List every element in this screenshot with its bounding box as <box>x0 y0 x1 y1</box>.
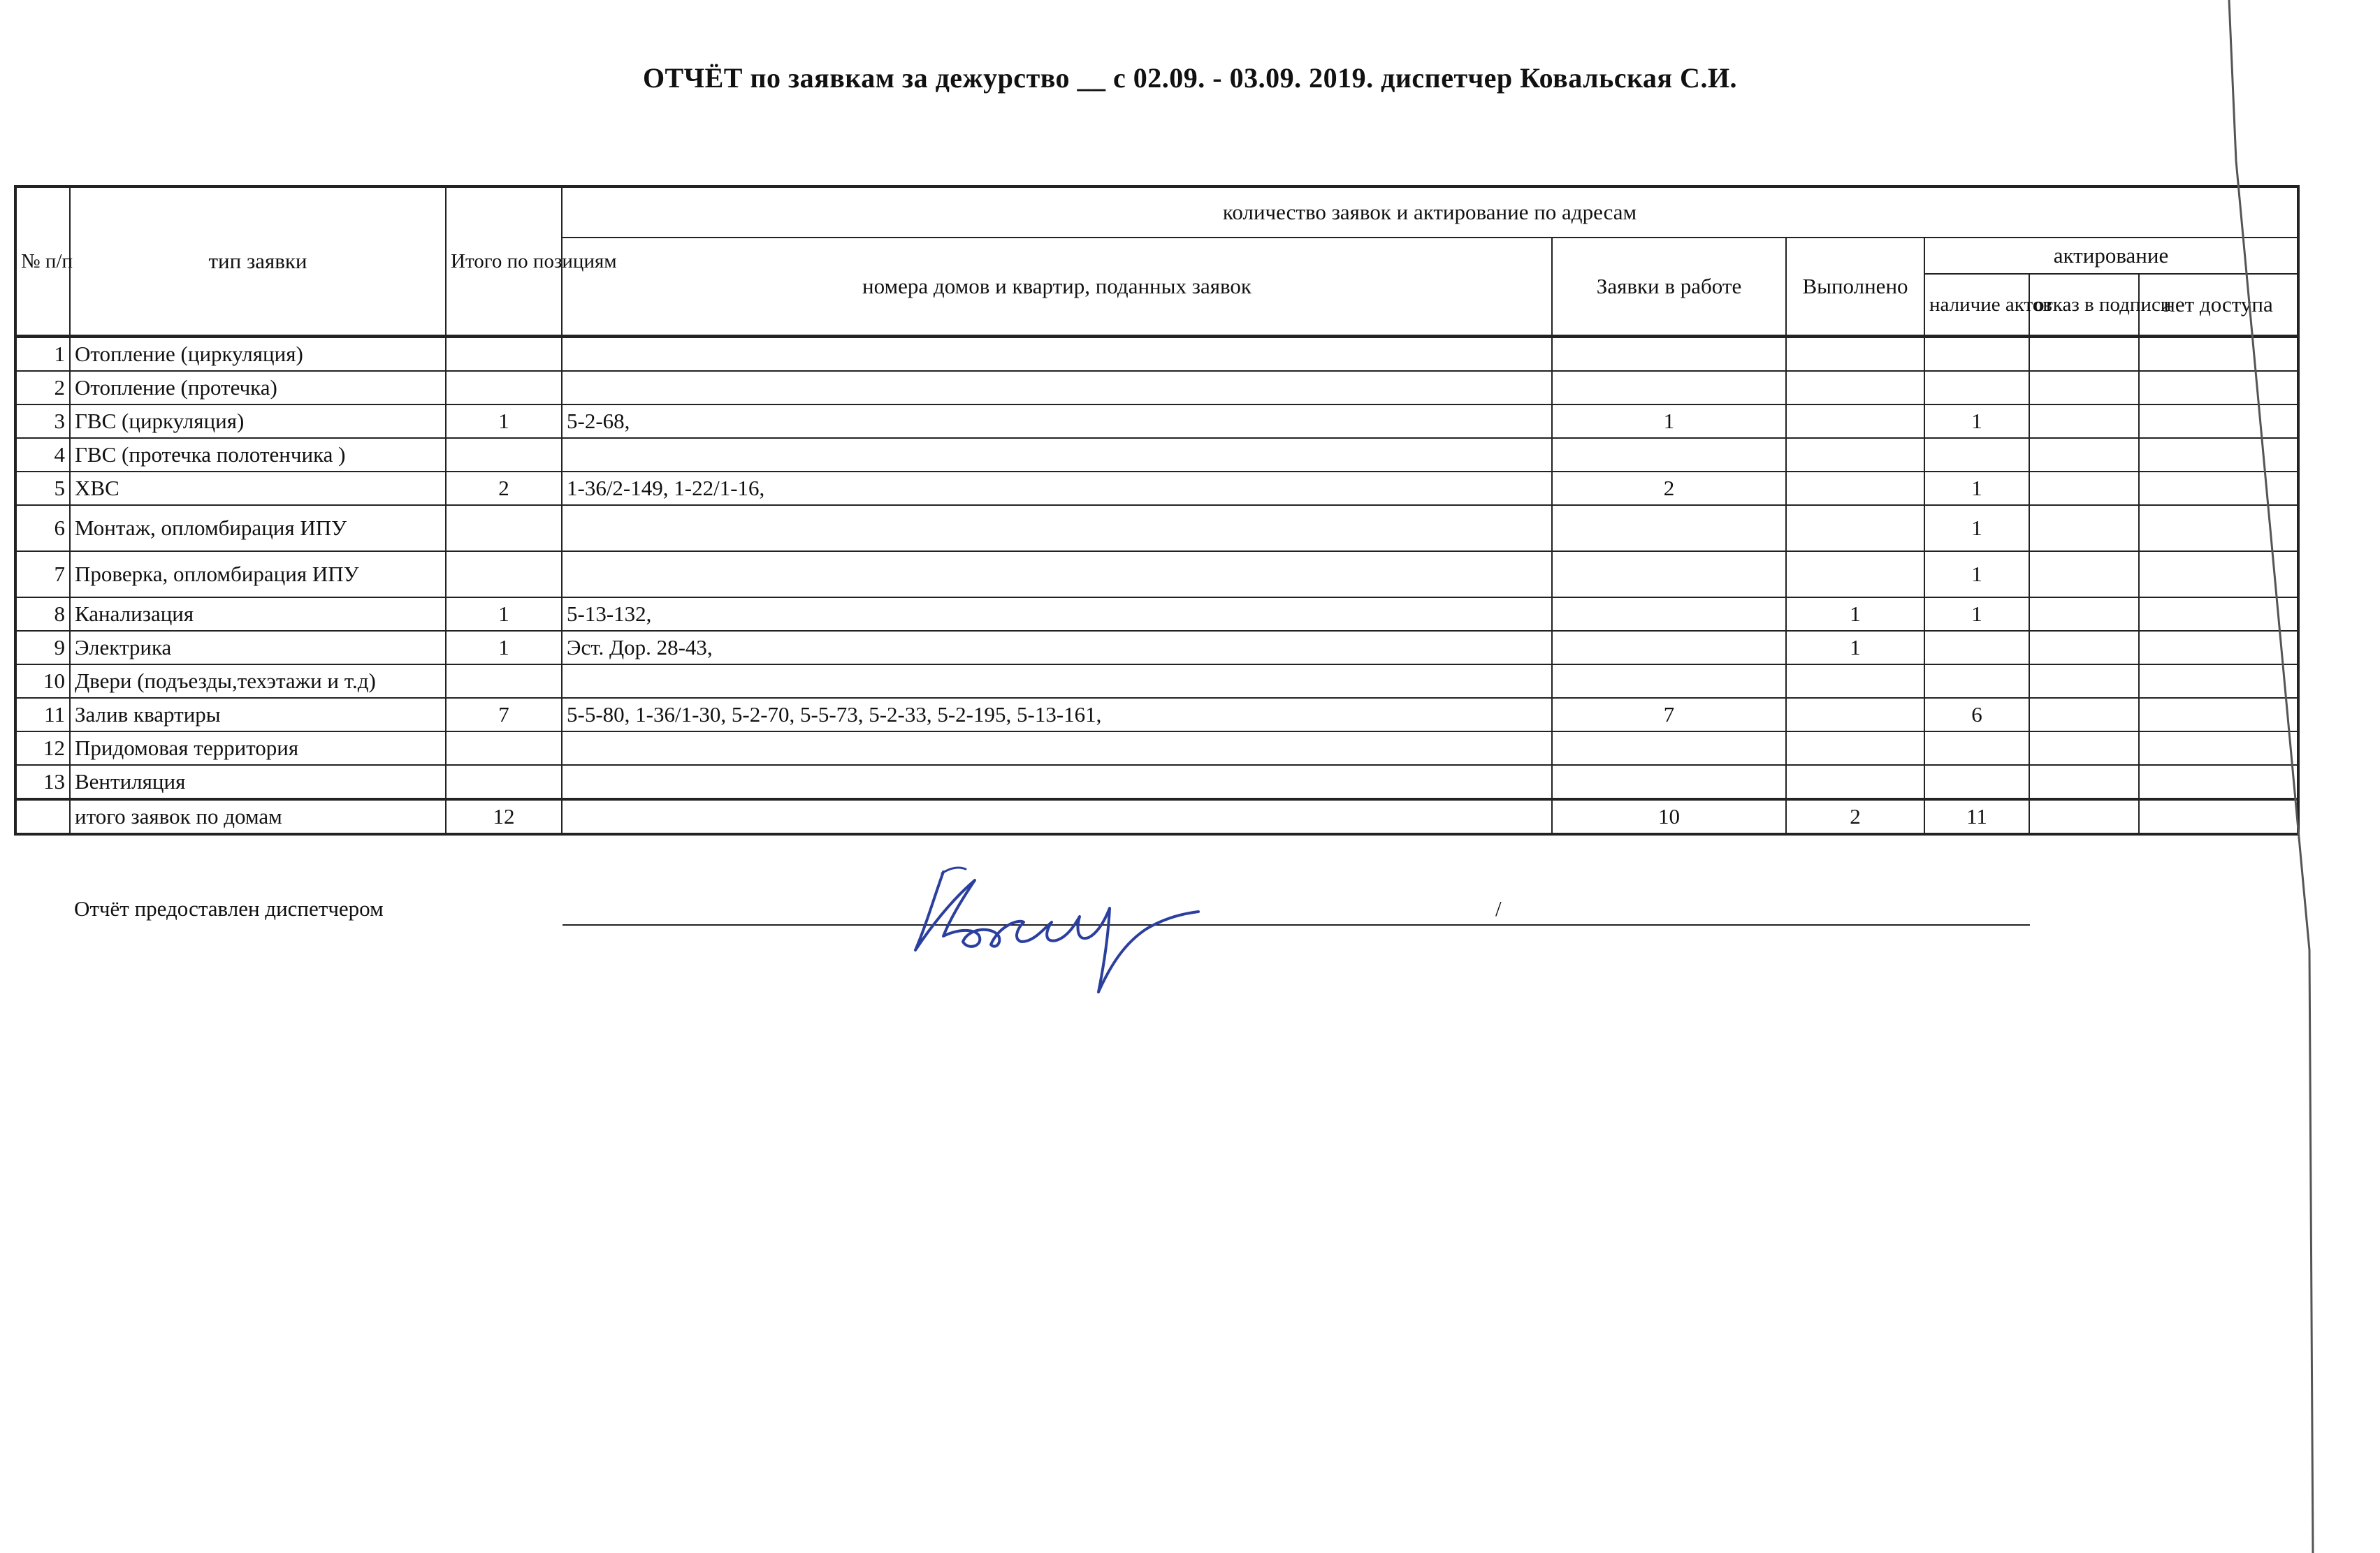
totals-addresses <box>562 799 1552 834</box>
totals-row <box>15 799 2298 834</box>
row-refusal <box>2029 438 2139 472</box>
row-in-work <box>1552 765 1786 799</box>
header-refusal: отказ в подписи <box>2029 274 2139 337</box>
row-num: 1 <box>15 337 70 372</box>
row-refusal <box>2029 765 2139 799</box>
totals-in-work: 10 <box>1552 799 1786 834</box>
totals-label: итого заявок по домам <box>70 799 446 834</box>
row-total <box>446 765 562 799</box>
row-acts: 1 <box>1924 404 2029 438</box>
row-in-work: 2 <box>1552 472 1786 505</box>
table-row <box>15 698 2298 731</box>
table-row <box>15 765 2298 799</box>
row-in-work: 7 <box>1552 698 1786 731</box>
row-type: ГВС (протечка полотенчика ) <box>70 438 446 472</box>
row-addresses <box>562 505 1552 551</box>
header-no-access: нет доступа <box>2139 274 2298 337</box>
row-type: Залив квартиры <box>70 698 446 731</box>
row-addresses <box>562 337 1552 372</box>
row-num: 6 <box>15 505 70 551</box>
row-acts <box>1924 765 2029 799</box>
row-total <box>446 505 562 551</box>
row-no-access <box>2139 731 2298 765</box>
row-total <box>446 438 562 472</box>
row-addresses: 5-2-68, <box>562 404 1552 438</box>
row-done: 1 <box>1786 631 1924 664</box>
row-in-work <box>1552 337 1786 372</box>
row-type: Проверка, опломбирация ИПУ <box>70 551 446 597</box>
row-type: Канализация <box>70 597 446 631</box>
row-addresses <box>562 731 1552 765</box>
row-refusal <box>2029 371 2139 404</box>
row-num: 11 <box>15 698 70 731</box>
row-no-access <box>2139 404 2298 438</box>
signature-line <box>563 924 2030 926</box>
row-no-access <box>2139 631 2298 664</box>
row-refusal <box>2029 731 2139 765</box>
table-row <box>15 505 2298 551</box>
row-total: 1 <box>446 631 562 664</box>
table-row <box>15 371 2298 404</box>
row-total <box>446 551 562 597</box>
row-no-access <box>2139 698 2298 731</box>
row-addresses <box>562 371 1552 404</box>
row-no-access <box>2139 551 2298 597</box>
row-num: 7 <box>15 551 70 597</box>
header-acting: актирование <box>1924 238 2298 274</box>
row-acts <box>1924 438 2029 472</box>
row-total: 1 <box>446 404 562 438</box>
row-type: Электрика <box>70 631 446 664</box>
header-addresses: номера домов и квартир, поданных заявок <box>562 238 1552 337</box>
row-done: 1 <box>1786 597 1924 631</box>
row-no-access <box>2139 337 2298 372</box>
row-num: 12 <box>15 731 70 765</box>
row-num: 2 <box>15 371 70 404</box>
row-refusal <box>2029 551 2139 597</box>
table-row <box>15 664 2298 698</box>
row-no-access <box>2139 505 2298 551</box>
totals-num <box>15 799 70 834</box>
header-done: Выполнено <box>1786 238 1924 337</box>
row-type: Отопление (протечка) <box>70 371 446 404</box>
table-row <box>15 438 2298 472</box>
table-header <box>15 187 2298 337</box>
row-num: 5 <box>15 472 70 505</box>
row-done <box>1786 731 1924 765</box>
row-no-access <box>2139 472 2298 505</box>
table-row <box>15 731 2298 765</box>
row-num: 9 <box>15 631 70 664</box>
row-acts: 1 <box>1924 472 2029 505</box>
row-no-access <box>2139 765 2298 799</box>
row-num: 10 <box>15 664 70 698</box>
row-acts <box>1924 631 2029 664</box>
row-num: 13 <box>15 765 70 799</box>
row-type: Вентиляция <box>70 765 446 799</box>
row-refusal <box>2029 505 2139 551</box>
row-in-work <box>1552 505 1786 551</box>
totals-acts: 11 <box>1924 799 2029 834</box>
row-in-work <box>1552 551 1786 597</box>
row-total <box>446 371 562 404</box>
row-done <box>1786 551 1924 597</box>
row-in-work: 1 <box>1552 404 1786 438</box>
row-acts <box>1924 731 2029 765</box>
row-refusal <box>2029 631 2139 664</box>
row-done <box>1786 438 1924 472</box>
row-total <box>446 664 562 698</box>
totals-refusal <box>2029 799 2139 834</box>
row-done <box>1786 371 1924 404</box>
table-row <box>15 472 2298 505</box>
row-in-work <box>1552 597 1786 631</box>
report-title: ОТЧЁТ по заявкам за дежурство __ с 02.09. - 03.09. 2019. диспетчер Ковальская С.И. <box>642 62 1738 94</box>
row-no-access <box>2139 371 2298 404</box>
row-refusal <box>2029 472 2139 505</box>
row-num: 8 <box>15 597 70 631</box>
row-type: Двери (подъезды,техэтажи и т.д) <box>70 664 446 698</box>
row-done <box>1786 472 1924 505</box>
row-total: 1 <box>446 597 562 631</box>
row-num: 4 <box>15 438 70 472</box>
signature-slash: / <box>1495 896 1502 921</box>
header-num: № п/п <box>15 187 70 337</box>
row-in-work <box>1552 438 1786 472</box>
row-addresses <box>562 438 1552 472</box>
row-addresses <box>562 551 1552 597</box>
row-addresses: Эст. Дор. 28-43, <box>562 631 1552 664</box>
table-row <box>15 631 2298 664</box>
row-addresses: 5-13-132, <box>562 597 1552 631</box>
totals-total: 12 <box>446 799 562 834</box>
row-type: Отопление (циркуляция) <box>70 337 446 372</box>
header-total: Итого по позициям <box>446 187 562 337</box>
row-addresses <box>562 664 1552 698</box>
row-refusal <box>2029 597 2139 631</box>
row-acts <box>1924 337 2029 372</box>
row-acts <box>1924 664 2029 698</box>
row-no-access <box>2139 438 2298 472</box>
footer-label: Отчёт предоставлен диспетчером <box>74 896 384 921</box>
header-type: тип заявки <box>70 187 446 337</box>
row-type: Монтаж, опломбирация ИПУ <box>70 505 446 551</box>
header-in-work: Заявки в работе <box>1552 238 1786 337</box>
header-acts: наличие актов <box>1924 274 2029 337</box>
totals-no-access <box>2139 799 2298 834</box>
row-acts: 6 <box>1924 698 2029 731</box>
row-in-work <box>1552 731 1786 765</box>
report-table <box>14 185 2300 836</box>
row-total <box>446 731 562 765</box>
row-refusal <box>2029 698 2139 731</box>
row-done <box>1786 505 1924 551</box>
row-total: 7 <box>446 698 562 731</box>
row-total <box>446 337 562 372</box>
row-done <box>1786 404 1924 438</box>
table-row <box>15 404 2298 438</box>
row-in-work <box>1552 371 1786 404</box>
row-refusal <box>2029 337 2139 372</box>
header-group: количество заявок и актирование по адресам <box>562 187 2298 238</box>
row-acts: 1 <box>1924 505 2029 551</box>
row-refusal <box>2029 664 2139 698</box>
row-total: 2 <box>446 472 562 505</box>
row-done <box>1786 337 1924 372</box>
totals-done: 2 <box>1786 799 1924 834</box>
row-type: ГВС (циркуляция) <box>70 404 446 438</box>
row-done <box>1786 698 1924 731</box>
row-in-work <box>1552 664 1786 698</box>
row-num: 3 <box>15 404 70 438</box>
row-acts: 1 <box>1924 597 2029 631</box>
row-acts <box>1924 371 2029 404</box>
signature-image <box>901 852 1209 999</box>
row-refusal <box>2029 404 2139 438</box>
table-row <box>15 337 2298 372</box>
row-no-access <box>2139 597 2298 631</box>
table-row <box>15 551 2298 597</box>
row-done <box>1786 664 1924 698</box>
table-body <box>15 337 2298 835</box>
row-type: ХВС <box>70 472 446 505</box>
row-acts: 1 <box>1924 551 2029 597</box>
row-addresses: 1-36/2-149, 1-22/1-16, <box>562 472 1552 505</box>
row-in-work <box>1552 631 1786 664</box>
row-addresses: 5-5-80, 1-36/1-30, 5-2-70, 5-5-73, 5-2-33, 5-2-195, 5-13-161, <box>562 698 1552 731</box>
row-done <box>1786 765 1924 799</box>
row-addresses <box>562 765 1552 799</box>
table-row <box>15 597 2298 631</box>
row-type: Придомовая территория <box>70 731 446 765</box>
row-no-access <box>2139 664 2298 698</box>
